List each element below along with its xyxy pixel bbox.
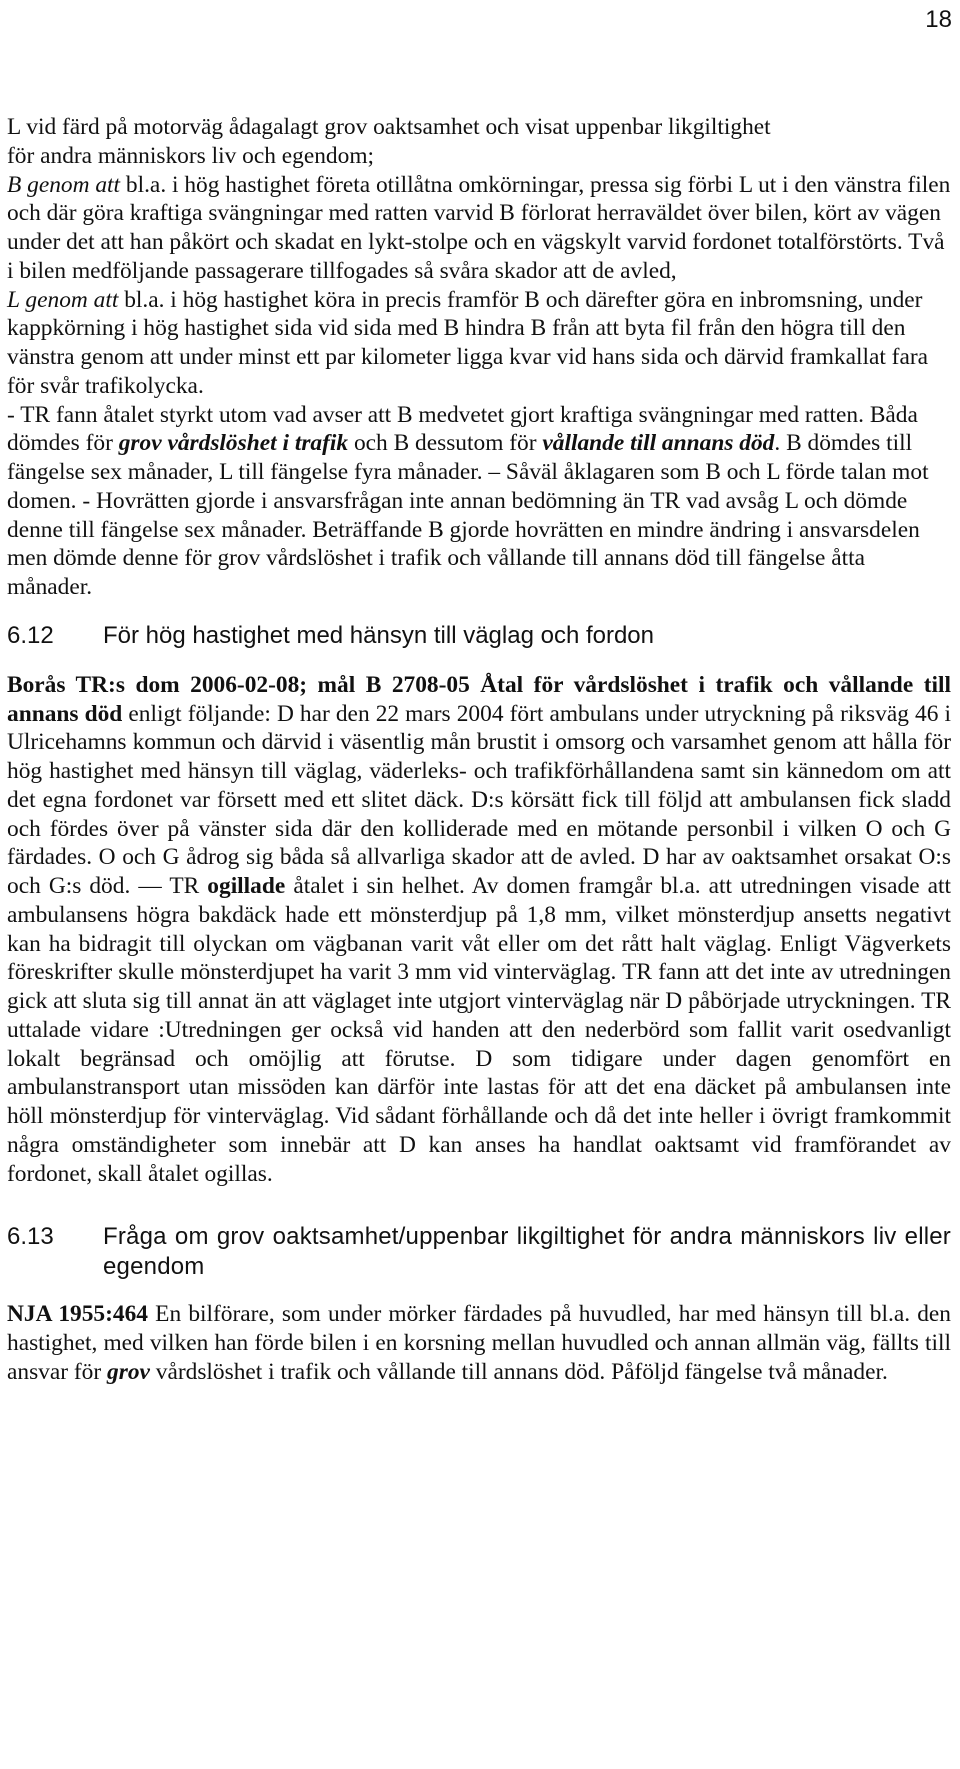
case-citation: NJA 1955:464 — [7, 1301, 149, 1328]
case-intro — [7, 113, 951, 602]
section-title: För hög hastighet med hänsyn till väglag och fordon — [103, 621, 655, 649]
verdict-word: ogillade — [207, 873, 286, 899]
intro-line-2: för andra människors liv och egendom; — [7, 142, 375, 169]
defendant-l-text: bl.a. i hög hastighet köra in precis framför B och därefter göra en inbromsning, under kappkörning i hög hastighet sida vid sida med B hindra B från att byta fil från den högra till den vänstra genom att under minst ett par kilometer ligga kvar vid hans sida och därvid framkallat fara för svår trafikolycka. — [7, 286, 929, 399]
ruling-text-e: . B dömdes till fängelse sex månader, L till fängelse fyra månader. – Såväl åklagaren som B och L förde talan mot domen. - Hovrätten gjorde i ansvarsfrågan inte annan bedömning än TR vad avsåg L och dömde denne till fängelse sex månader. Beträffande B gjorde hovrätten en mindre ändring i ansvarsdelen men dömde denne för grov vårdslöshet i trafik och vållande till annans död till fängelse åtta månader. — [7, 430, 929, 600]
section-number: 6.13 — [7, 1223, 54, 1251]
case-citation: Borås TR:s dom 2006-02-08; mål B 2708-05 Åtal för vårdslöshet i trafik och vållande till annans död — [7, 671, 951, 727]
defendant-l-paragraph — [7, 286, 951, 401]
defendant-b-paragraph — [7, 171, 951, 286]
ruling-offence-1: grov vårdslöshet i trafik — [118, 430, 349, 457]
defendant-b-text: bl.a. i hög hastighet företa otillåtna omkörningar, pressa sig förbi L ut i den vänstra filen och där göra kraftiga svängningar med ratten varvid B förlorat herraväldet över bilen, kört av vägen under det att han påkört och skadat en lykt-stolpe och en vägskylt varvid fordonet totalförstörts. Två i bilen medföljande passagerare tillfogades så svåra skador att de avled, — [7, 171, 951, 284]
emphasis-grov: grov — [107, 1358, 150, 1385]
section-6-13-heading — [7, 1222, 951, 1282]
ruling-paragraph — [7, 401, 951, 602]
section-number: 6.12 — [7, 621, 54, 649]
case-text-a: En bilförare, som under mörker färdades på huvudled, har med hänsyn till bl.a. den hastighet, med vilken han förde bilen i en korsning mellan huvudled och annan allmän väg, fällts till ansvar för — [7, 1301, 951, 1385]
case-text-b: åtalet i sin helhet. Av domen framgår bl.a. att utredningen visade att ambulansens högra bakdäck hade ett mönsterdjup på 1,8 mm, vilket mönsterdjup ansetts negativt kan ha bidragit till olyckan om vägbanan varit våt eller om det rått halt väglag. Enligt Vägverkets föreskrifter skulle mönsterdjupet ha varit 3 mm vid vinterväglag. TR fann att det inte av utredningen gick att sluta sig till annat än att väglaget inte utgjort vinterväglag när D påbörjade utryckningen. TR uttalade vidare :Utredningen ger också vid handen att den nederbörd som fallit varit osedvanligt lokalt begränsad och omöjlig att förutse. D som tidigare under dagen genomfört en ambulanstransport utan missöden kan därför inte lastas för att det ena däcket på ambulansen inte höll mönsterdjup för vinterväglag. Vid sådant förhållande och då det inte heller i övrigt framkommit några omständigheter som innebär att D kan anses ha handlat oaktsamt vid framförandet av fordonet, skall åtalet ogillas. — [7, 873, 952, 1187]
page-number: 18 — [925, 6, 952, 33]
case-text-b: vårdslöshet i trafik och vållande till annans död. Påföljd fängelse två månader. — [149, 1358, 888, 1385]
section-6-12-heading — [7, 621, 951, 651]
ruling-offence-2: vållande till annans död — [542, 430, 775, 457]
defendant-l-lead: L genom att — [7, 286, 119, 313]
defendant-b-lead: B genom att — [7, 171, 121, 198]
section-6-13-paragraph — [7, 1300, 951, 1386]
section-6-12-paragraph — [7, 671, 951, 1189]
case-text-a: enligt följande: D har den 22 mars 2004 fört ambulans under utryckning på riksväg 46 i Ulricehamns kommun och därvid i väsentlig mån brustit i omsorg och varsamhet genom att hålla för hög hastighet med hänsyn till väglag, väderleks- och trafikförhållandena samt sin kännedom om att det egna fordonet var försett med ett slitet däck. D:s körsätt fick till följd att ambulansen fick sladd och fördes över på vänster sida där den kolliderade med en mötande personbil i vilken O och G färdades. O och G ådrog sig båda så allvarliga skador att de avled. D har av oaktsamhet orsakat O:s och G:s död. — TR — [7, 700, 951, 899]
page-content — [7, 113, 951, 1387]
section-title: Fråga om grov oaktsamhet/uppenbar likgiltighet för andra människors liv eller egendom — [103, 1223, 951, 1281]
ruling-text-c: och B dessutom för — [348, 430, 543, 457]
intro-line-1: L vid färd på motorväg ådagalagt grov oaktsamhet och visat uppenbar likgiltighet — [7, 114, 771, 140]
ruling-text-a: - TR fann åtalet styrkt utom vad avser att B medvetet gjort kraftiga svängningar med ratten. Båda dömdes för — [7, 401, 918, 457]
